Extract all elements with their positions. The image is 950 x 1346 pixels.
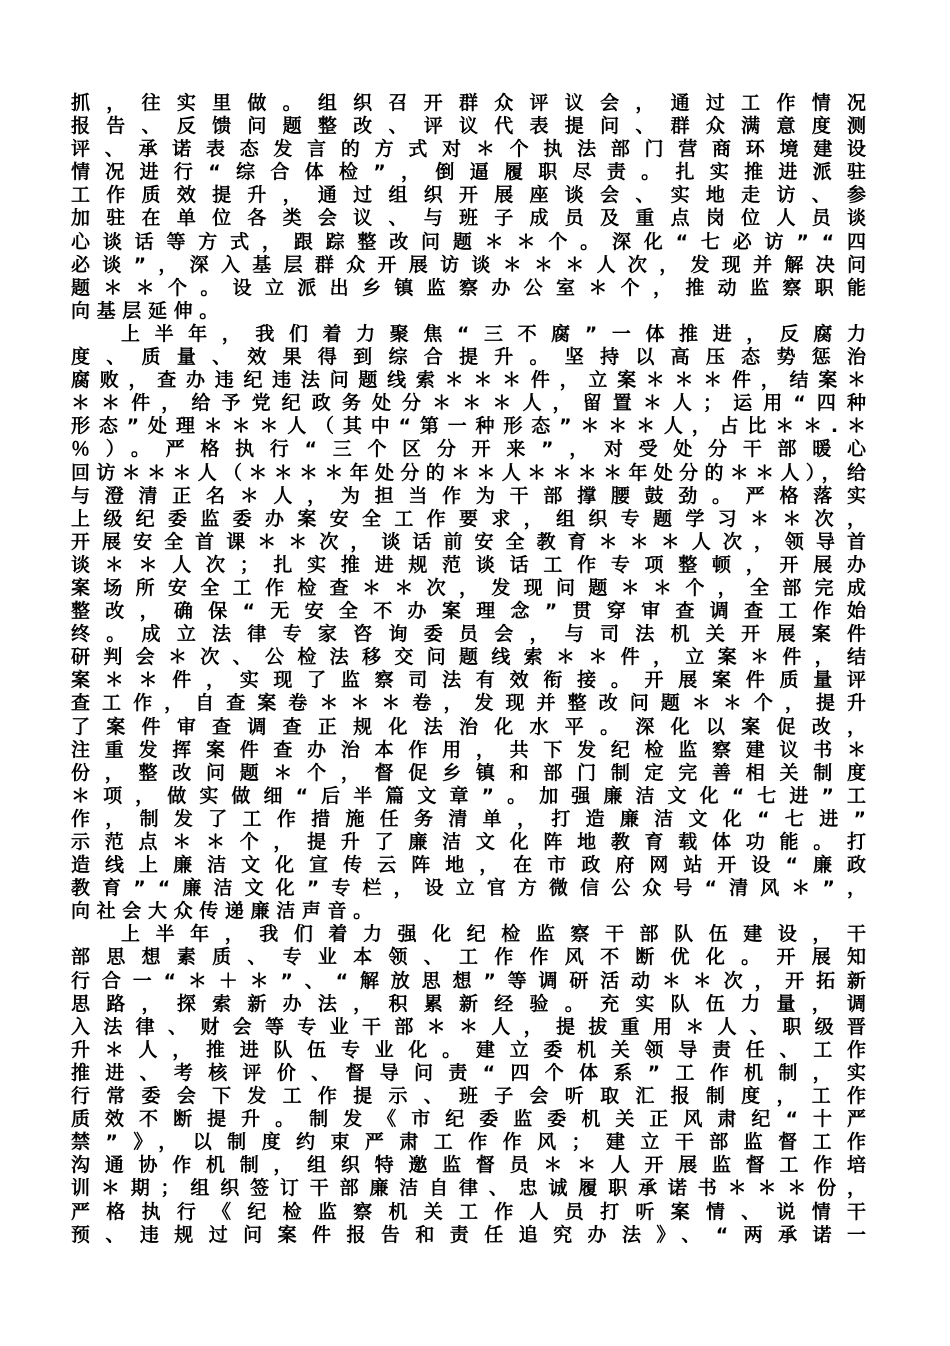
text-line: 查工作，自查案卷＊＊＊卷，发现并整改问题＊＊个，提升 (71, 692, 879, 715)
text-line: 沟通协作机制，组织特邀监督员＊＊人开展监督工作培 (71, 1154, 881, 1177)
text-line: 形态”处理＊＊＊人（其中“第一种形态”＊＊＊人，占比＊＊.＊ (71, 415, 875, 438)
paragraph-end-line: 向基层延伸。 (71, 299, 225, 322)
text-line: 推进、考核评价、督导问责“四个体系”工作机制，实 (71, 1061, 882, 1084)
text-line: 研判会＊次、公检法移交问题线索＊＊件，立案＊件，结 (71, 646, 880, 669)
text-line: 部思想素质、专业本领、工作作风不断优化。开展知 (71, 946, 883, 969)
text-line: 抓，往实里做。组织召开群众评议会，通过工作情况 (71, 92, 883, 114)
text-line: 严格执行《纪检监察机关工作人员打听案情、说情干 (71, 1200, 883, 1223)
text-line: 案场所安全工作检查＊＊次，发现问题＊＊个，全部完成 (71, 576, 880, 599)
text-line: 思路，探索新办法，积累新经验。充实队伍力量，调 (71, 992, 883, 1015)
text-line: 份，整改问题＊个，督促乡镇和部门制定完善相关制度 (71, 761, 881, 784)
text-line: 入法律、财会等专业干部＊＊人，提拔重用＊人、职级晋 (71, 1015, 880, 1038)
text-line: 案＊＊件，实现了监察司法有效衔接。开展案件质量评 (71, 669, 881, 692)
text-line: 整改，确保“无安全不办案理念”贯穿审查调查工作始 (71, 600, 882, 623)
text-line: 预、违规过问案件报告和责任追究办法》、“两承诺一 (71, 1223, 882, 1246)
document-body (71, 92, 883, 1247)
text-line: 工作质效提升，通过组织开展座谈会、实地走访、参 (71, 184, 883, 207)
paragraph-start-line: 上半年，我们着力聚焦“三不腐”一体推进，反腐力 (121, 322, 881, 345)
text-line: ＊项，做实做细“后半篇文章”。加强廉洁文化“七进”工 (71, 784, 880, 807)
text-line: 回访＊＊＊人（＊＊＊＊年处分的＊＊人＊＊＊＊年处分的＊＊人），给 (71, 461, 873, 484)
text-line: 禁”》，以制度约束严肃工作作风；建立干部监督工作 (71, 1131, 882, 1154)
text-line: 与澄清正名＊人，为担当作为干部撑腰鼓劲。严格落实 (71, 484, 881, 507)
text-line: 行合一“＊＋＊”、“解放思想”等调研活动＊＊次，开拓新 (71, 969, 878, 992)
text-line: 加驻在单位各类会议、与班子成员及重点岗位人员谈 (71, 207, 883, 230)
text-line: 升＊人，推进队伍专业化。建立委机关领导责任、工作 (71, 1038, 881, 1061)
text-line: 训＊期；组织签订干部廉洁自律、忠诚履职承诺书＊＊＊份， (71, 1177, 877, 1200)
text-line: ＊＊件，给予党纪政务处分＊＊＊人，留置＊人；运用“四种 (71, 392, 878, 415)
text-line: 示范点＊＊个，提升了廉洁文化阵地教育载体功能。打 (71, 831, 881, 853)
text-line: ％）。严格执行“三个区分开来”，对受处分干部暖心 (71, 438, 882, 461)
text-line: 作，制发了工作措施任务清单，打造廉洁文化“七进” (71, 807, 882, 830)
text-line: 注重发挥案件查办治本作用，共下发纪检监察建议书＊ (71, 738, 881, 761)
text-line: 行常委会下发工作提示、班子会听取汇报制度，工作 (71, 1085, 883, 1108)
text-line: 终。成立法律专家咨询委员会，与司法机关开展案件 (71, 623, 883, 646)
text-line: 造线上廉洁文化宣传云阵地，在市政府网站开设“廉政 (71, 854, 882, 877)
text-line: 了案件审查调查正规化法治化水平。深化以案促改， (71, 715, 883, 738)
text-line: 必谈”，深入基层群众开展访谈＊＊＊人次，发现并解决问 (71, 253, 879, 276)
text-line: 谈＊＊人次；扎实推进规范谈话工作专项整顿，开展办 (71, 553, 881, 576)
text-line: 质效不断提升。制发《市纪委监委机关正风肃纪“十严 (71, 1108, 882, 1131)
text-line: 评、承诺表态发言的方式对＊个执法部门营商环境建设 (71, 138, 881, 161)
text-line: 情况进行“综合体检”，倒逼履职尽责。扎实推进派驻 (71, 161, 882, 184)
text-line: 度、质量、效果得到综合提升。坚持以高压态势惩治 (71, 346, 883, 369)
text-line: 教育”“廉洁文化”专栏，设立官方微信公众号“清风＊”， (71, 877, 879, 900)
paragraph-end-line: 向社会大众传递廉洁声音。 (71, 900, 379, 923)
text-line: 报告、反馈问题整改、评议代表提问、群众满意度测 (71, 115, 883, 138)
paragraph-start-line: 上半年，我们着力强化纪检监察干部队伍建设，干 (121, 923, 882, 946)
text-line: 开展安全首课＊＊次，谈话前安全教育＊＊＊人次，领导首 (71, 530, 879, 553)
text-line: 上级纪委监委办案安全工作要求，组织专题学习＊＊次， (71, 507, 880, 530)
text-line: 腐败，查办违纪违法问题线索＊＊＊件，立案＊＊＊件，结案＊ (71, 369, 876, 392)
text-line: 心谈话等方式，跟踪整改问题＊＊个。深化“七必访”“四 (71, 230, 879, 253)
text-line: 题＊＊个。设立派出乡镇监察办公室＊个，推动监察职能 (71, 276, 880, 299)
